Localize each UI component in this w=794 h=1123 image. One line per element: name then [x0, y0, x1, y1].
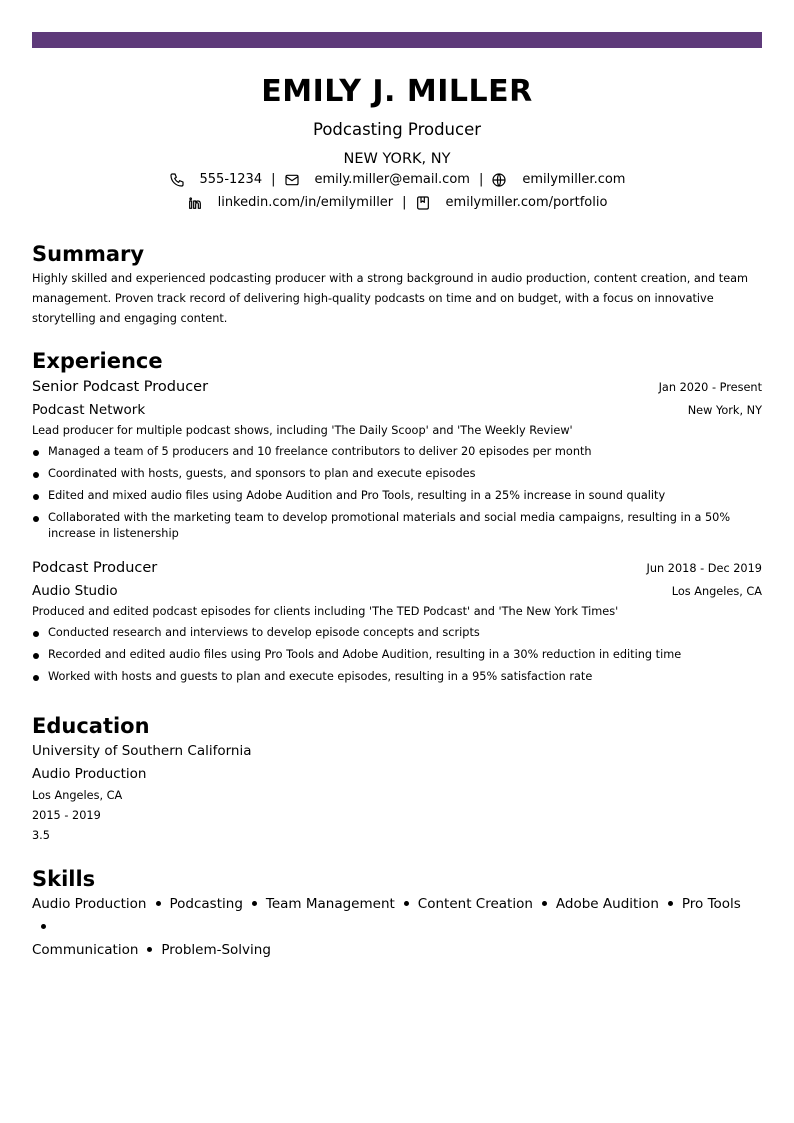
- job-location: Los Angeles, CA: [671, 585, 762, 598]
- education-section: [32, 712, 762, 846]
- education-years: 2015 - 2019: [32, 809, 101, 822]
- portfolio-link[interactable]: emilymiller.com/portfolio: [445, 195, 608, 210]
- job-company: Audio Studio: [32, 583, 118, 599]
- skill-item: Podcasting: [169, 896, 243, 912]
- phone-number[interactable]: 555-1234: [199, 172, 263, 187]
- section-heading: Summary: [32, 242, 145, 266]
- skill-item: Team Management: [265, 896, 395, 912]
- phone-icon: [169, 172, 185, 188]
- separator: |: [478, 172, 484, 187]
- contact-row-secondary: [32, 193, 762, 213]
- bullet-dot-icon: [41, 924, 46, 929]
- job-location: New York, NY: [687, 404, 762, 417]
- job-description: Lead producer for multiple podcast shows, including 'The Daily Scoop' and 'The Weekly Review': [32, 424, 573, 437]
- job-bullets: [32, 444, 762, 542]
- list-item: Worked with hosts and guests to plan and execute episodes, resulting in a 95% satisfaction rate: [32, 669, 762, 685]
- bullet-dot-icon: [252, 901, 257, 906]
- list-item: Managed a team of 5 producers and 10 freelance contributors to deliver 20 episodes per month: [32, 444, 762, 460]
- skills-list: [32, 893, 747, 962]
- section-heading: Experience: [32, 349, 163, 373]
- bullet-dot-icon: [542, 901, 547, 906]
- skill-item: Pro Tools: [681, 896, 741, 912]
- skill-item: Adobe Audition: [555, 896, 659, 912]
- skills-section: [32, 865, 762, 962]
- job-company: Podcast Network: [32, 402, 146, 418]
- portfolio-icon: [415, 195, 431, 211]
- job-bullets: [32, 625, 762, 685]
- education-location: Los Angeles, CA: [32, 789, 123, 802]
- list-item: Recorded and edited audio files using Pro Tools and Adobe Audition, resulting in a 30% reduction in editing time: [32, 647, 762, 663]
- job-title: Podcasting Producer: [312, 120, 482, 139]
- list-item: Coordinated with hosts, guests, and sponsors to plan and execute episodes: [32, 466, 762, 482]
- skill-item: Audio Production: [32, 896, 147, 912]
- mail-icon: [284, 172, 300, 188]
- globe-icon: [491, 172, 507, 188]
- bullet-dot-icon: [668, 901, 673, 906]
- experience-section: [32, 347, 762, 685]
- job-entry: [32, 376, 762, 542]
- job-dates: Jan 2020 - Present: [658, 381, 762, 394]
- skill-item: Communication: [32, 942, 139, 958]
- summary-text: Highly skilled and experienced podcasting producer with a strong background in audio production, content creation, and team management. Proven track record of delivering high-quality podcasts on time and on budget, with a focus on innovative storytelling and engaging content.: [32, 272, 749, 325]
- list-item: Edited and mixed audio files using Adobe Audition and Pro Tools, resulting in a 25% increase in sound quality: [32, 488, 762, 504]
- list-item: Collaborated with the marketing team to develop promotional materials and social media campaigns, resulting in a 50% increase in listenership: [32, 510, 762, 542]
- separator: |: [271, 172, 276, 187]
- linkedin-link[interactable]: linkedin.com/in/emilymiller: [217, 195, 394, 210]
- separator: |: [402, 195, 407, 210]
- job-position: Podcast Producer: [32, 560, 158, 576]
- email-link[interactable]: emily.miller@email.com: [314, 172, 470, 187]
- job-description: Produced and edited podcast episodes for clients including 'The TED Podcast' and 'The New York Times': [32, 605, 619, 618]
- bullet-dot-icon: [147, 947, 152, 952]
- summary-section: [32, 240, 762, 329]
- education-field: Audio Production: [32, 766, 147, 782]
- job-dates: Jun 2018 - Dec 2019: [646, 562, 762, 575]
- skill-item: Content Creation: [417, 896, 533, 912]
- website-link[interactable]: emilymiller.com: [522, 172, 626, 187]
- section-heading: Skills: [32, 867, 96, 891]
- education-school: University of Southern California: [32, 743, 252, 759]
- bullet-dot-icon: [404, 901, 409, 906]
- bullet-dot-icon: [156, 901, 161, 906]
- skill-item: Problem-Solving: [161, 942, 271, 958]
- job-entry: [32, 557, 762, 685]
- linkedin-icon: [187, 195, 203, 211]
- resume-header: [32, 72, 762, 213]
- job-position: Senior Podcast Producer: [32, 379, 209, 395]
- candidate-location: NEW YORK, NY: [343, 151, 451, 167]
- education-gpa: 3.5: [32, 829, 50, 842]
- contact-row-primary: [32, 170, 762, 190]
- list-item: Conducted research and interviews to develop episode concepts and scripts: [32, 625, 762, 641]
- section-heading: Education: [32, 714, 150, 738]
- accent-bar: [32, 32, 762, 48]
- candidate-name: EMILY J. MILLER: [261, 74, 533, 109]
